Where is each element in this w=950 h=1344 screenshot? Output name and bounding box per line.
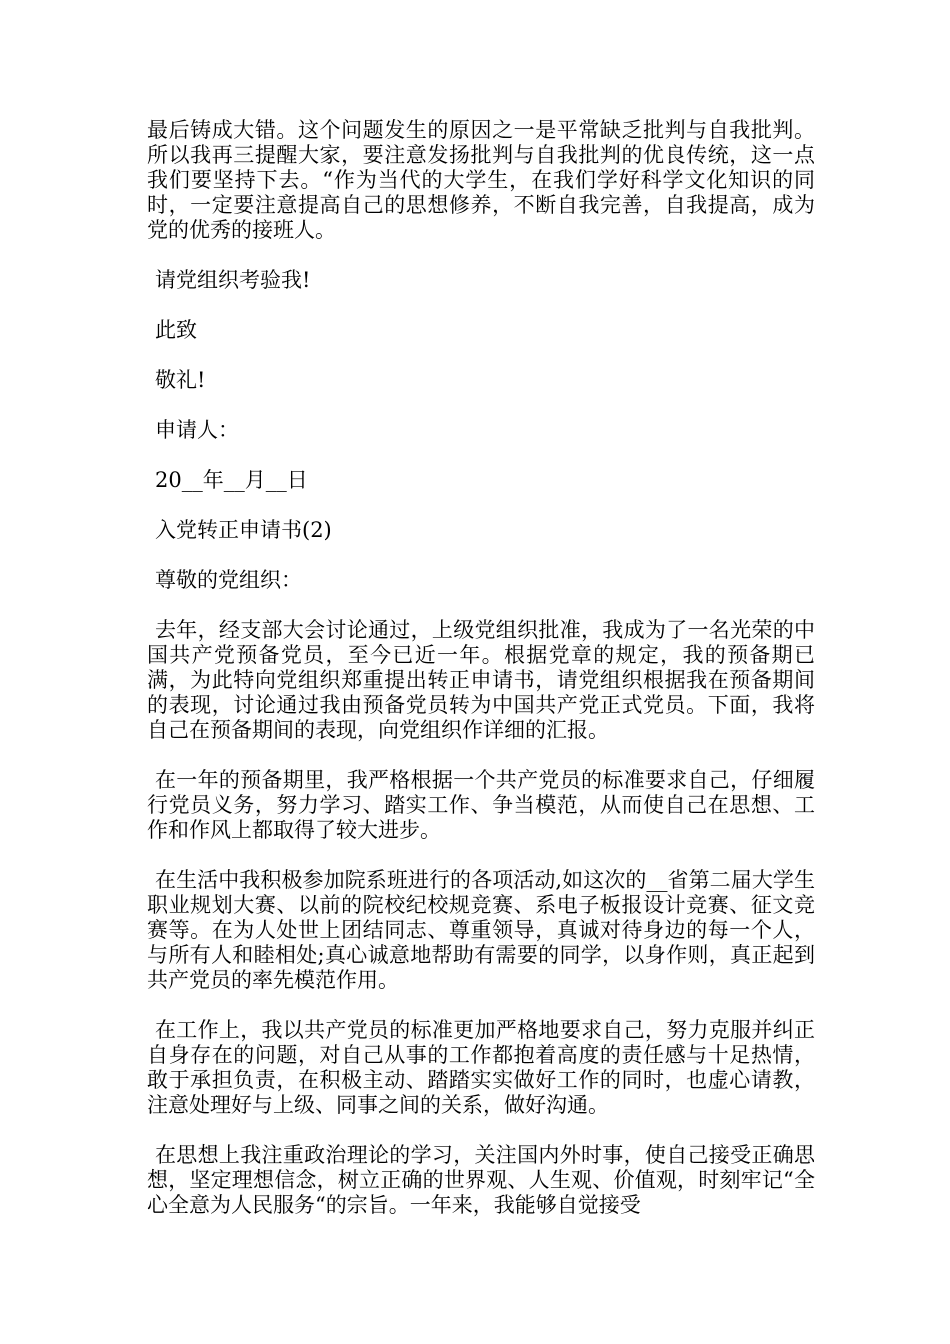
request-line: 请党组织考验我!	[155, 268, 311, 292]
paragraph-closing-argument: 最后铸成大错。这个问题发生的原因之一是平常缺乏批判与自我批判。所以我再三提醒大家，要注意发扬批判与自我批判的优良传统，这一点我们要坚持下去。“作为当代的大学生，在我们学好科学文化知识的同时，一定要注意提高自己的思想修养，不断自我完善，自我提高，成为党的优秀的接班人。	[147, 118, 815, 242]
date-line: 20__年__月__日	[155, 468, 308, 492]
greeting: 尊敬的党组织：	[155, 568, 302, 592]
paragraph-life: 在生活中我积极参加院系班进行的各项活动,如这次的__省第二届大学生职业规划大赛、以前的院校纪校规竞赛、系电子板报设计竞赛、征文竞赛等。在为人处世上团结同志、尊重领导，真诚对待身边的每一个人，与所有人和睦相处;真心诚意地帮助有需要的同学，以身作则，真正起到共产党员的率先模范作用。	[147, 868, 815, 992]
salutation-cizhi: 此致	[155, 318, 197, 342]
document-page	[147, 118, 815, 1243]
paragraph-probation: 在一年的预备期里，我严格根据一个共产党员的标准要求自己，仔细履行党员义务，努力学习、踏实工作、争当模范，从而使自己在思想、工作和作风上都取得了较大进步。	[147, 768, 815, 842]
paragraph-thought: 在思想上我注重政治理论的学习，关注国内外时事，使自己接受正确思想，坚定理想信念，树立正确的世界观、人生观、价值观，时刻牢记“全心全意为人民服务“的宗旨。一年来，我能够自觉接受	[147, 1143, 815, 1217]
salutation-jingli: 敬礼!	[155, 368, 206, 392]
paragraph-work: 在工作上，我以共产党员的标准更加严格地要求自己，努力克服并纠正自身存在的问题，对自己从事的工作都抱着高度的责任感与十足热情，敢于承担负责，在积极主动、踏踏实实做好工作的同时，也虚心请教，注意处理好与上级、同事之间的关系，做好沟通。	[147, 1018, 815, 1117]
document-title: 入党转正申请书(2)	[155, 518, 332, 542]
applicant-label: 申请人：	[155, 418, 239, 442]
paragraph-intro: 去年，经支部大会讨论通过，上级党组织批准，我成为了一名光荣的中国共产党预备党员，至今已近一年。根据党章的规定，我的预备期已满，为此特向党组织郑重提出转正申请书，请党组织根据我在预备期间的表现，讨论通过我由预备党员转为中国共产党正式党员。下面，我将自己在预备期间的表现，向党组织作详细的汇报。	[147, 618, 815, 742]
